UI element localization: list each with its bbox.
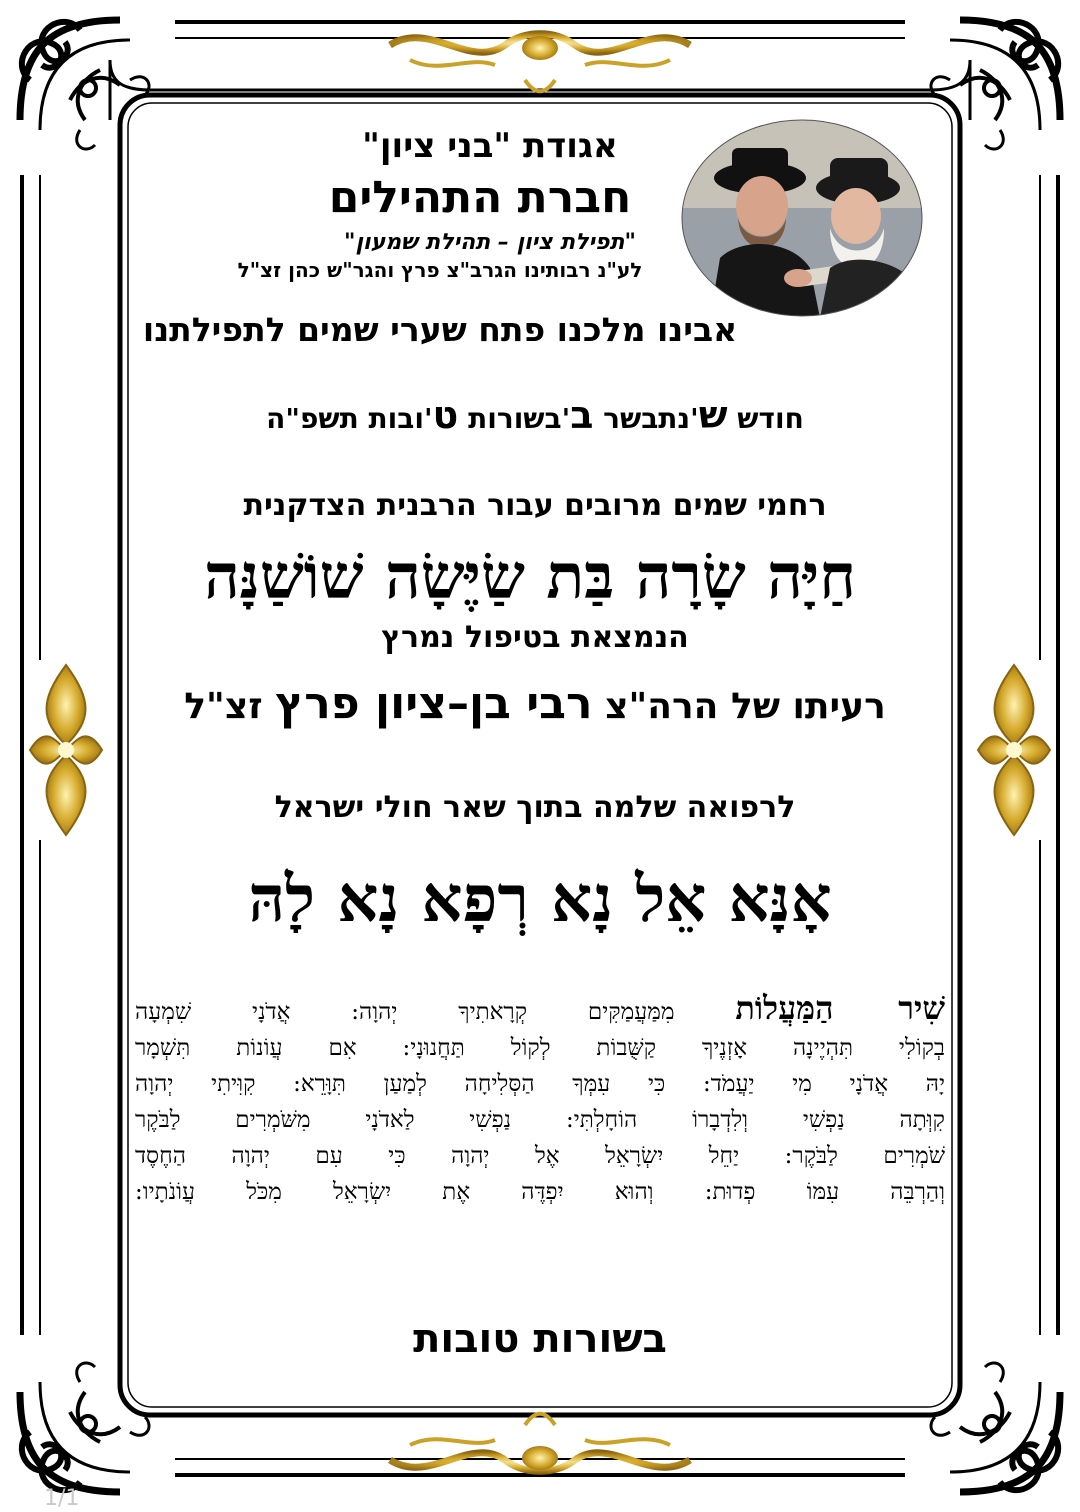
psalm-line-1-text: מִמַּעֲמַקִּים קְרָאתִיךָ יְהוָה: אֲדֹנָי שִׁמְעָה [135,999,736,1025]
rabbi-name: רבי בן–ציון פרץ [275,678,593,729]
psalm-line-5: שֹׁמְרִים לַבֹּקֶר: יַחֵל יִשְׂרָאֵל אֶל יְהוָה כִּי עִם יְהוָה הַחֶסֶד [135,1143,946,1169]
page-indicator: 1/1 [44,1486,80,1511]
gold-ornament-top [390,34,690,92]
wife-of-line [120,678,950,729]
psalm-heading: שִׁיר הַמַּעֲלוֹת [735,989,946,1027]
prayer-intro: רחמי שמים מרובים עבור הרבנית הצדקנית [243,488,827,523]
wife-suffix: זצ"ל [184,686,276,727]
refua-line: לרפואה שלמה בתוך שאר חולי ישראל [274,790,796,825]
psalm-line-3: יָהּ אֲדֹנָי מִי יַעֲמֹד: כִּי עִמְּךָ הַסְּלִיחָה לְמַעַן תִּוָּרֵא: קִוִּיתִי יְהוָה [135,1071,945,1097]
organization-name: אגודת "בני ציון" [362,126,618,166]
gold-ornament-bottom [390,1414,690,1472]
rabbis-photo [680,118,925,318]
month-text-4: 'ובות תשפ"ה [266,402,433,435]
month-letter-bet: ב [570,393,594,437]
corner-ornament-top-left [20,20,149,149]
gold-ornament-right [972,660,1056,840]
month-line [140,393,930,437]
closing-blessing: בשורות טובות [413,1316,667,1362]
month-text-1: חודש [727,402,804,435]
corner-ornament-top-right [931,20,1060,149]
psalm-line-2: בְקוֹלִי תִּהְיֶינָה אָזְנֶיךָ קַשֻּׁבוֹת לְקוֹל תַּחֲנוּנָי: אִם עֲוֹנוֹת תִּשְׁמָר [135,1035,945,1061]
dedication-line: לע"נ רבותינו הגרב"צ פרץ והגר"ש כהן זצ"ל [237,258,643,282]
motto: "תפילת ציון – תהילת שמעון" [344,230,636,255]
society-title: חברת התהילים [328,172,632,223]
gold-ornament-left [24,660,108,840]
psalm-130 [135,990,945,1210]
ana-el-prayer: אָנָּא אֵל נָא רְפָא נָא לָהּ [248,862,832,937]
avinu-malkenu-line: אבינו מלכנו פתח שערי שמים לתפילתנו [142,310,738,349]
corner-ornament-bottom-left [20,1363,149,1492]
month-text-2: 'נתבשר [593,402,699,435]
psalm-line-4: קִוְּתָה נַפְשִׁי וְלִדְבָרוֹ הוֹחָלְתִּי: נַפְשִׁי לַאדֹנָי מִשֹּׁמְרִים לַבֹּקֶר [135,1107,945,1133]
treatment-status: הנמצאת בטיפול נמרץ [381,620,689,655]
month-text-3: 'בשורות [458,402,571,435]
wife-prefix: רעיתו של הרה"צ [592,686,886,727]
patient-name: חַיָּה שָׂרָה בַּת שַׂיֶּשָׂה שׁוֹשַׁנָּה [204,540,856,613]
psalm-line-6: וְהַרְבֵּה עִמּוֹ פְדוּת: וְהוּא יִפְדֶּה אֶת יִשְׂרָאֵל מִכֹּל עֲוֹנֹתָיו: [135,1179,945,1205]
month-letter-shin: ש [698,393,728,437]
month-letter-tet: ט [432,393,459,437]
corner-ornament-bottom-right [931,1363,1060,1492]
psalm-line-1 [135,990,945,1030]
